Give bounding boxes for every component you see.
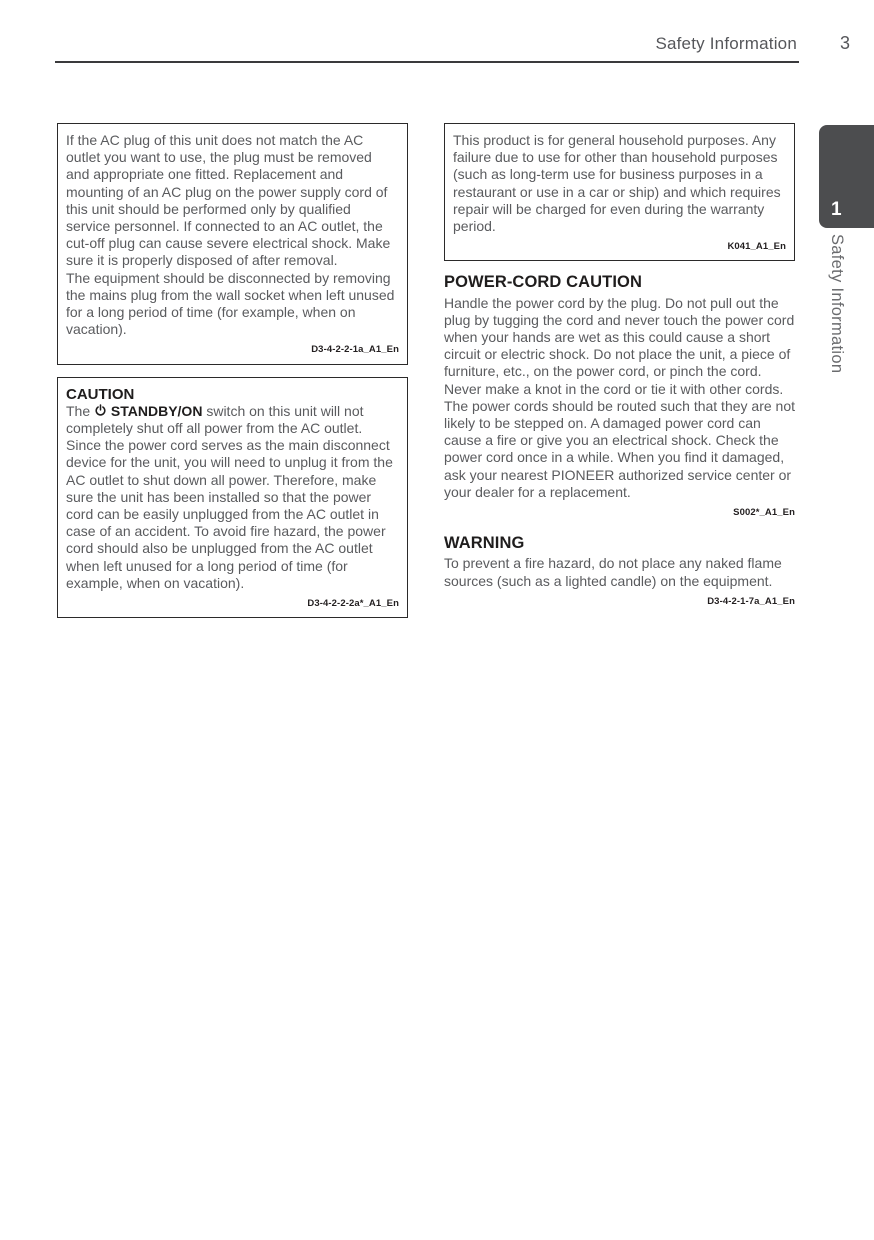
warning-paragraph: To prevent a fire hazard, do not place any naked flame sources (such as a lighted candle) on the equipment. [444,555,782,589]
chapter-number: 1 [831,199,842,220]
household-notice-box [444,123,795,261]
page-header-title: Safety Information [655,34,797,53]
caution-title: CAUTION [66,385,135,403]
header-divider [55,61,799,63]
caution-paragraph [66,403,399,592]
ac-plug-paragraph-1: If the AC plug of this unit does not match the AC outlet you want to use, the plug must be removed and appropriate one fitted. Replacement and mounting of an AC plug on the power supply cord of this unit should be performed only by qualified service personnel. If connected to an AC outlet, the cut-off plug can cause severe electrical shock. Make sure it is properly disposed of after removal. [66,132,391,269]
caution-notice-box [57,377,408,619]
chapter-vertical-label: Safety Information [828,234,846,374]
power-cord-paragraph: Handle the power cord by the plug. Do not pull out the plug by tugging the cord and never touch the power cord when your hands are wet as this could cause a short circuit or electric shock. Do not place the unit, a piece of furniture, etc., on the power cord, or pinch the cord. Never make a knot in the cord or tie it with other cords. The power cords should be routed such that they are not likely to be stepped on. A damaged power cord can cause a fire or give you an electrical shock. Check the power cord once in a while. When you find it damaged, ask your nearest PIONEER authorized service center or your dealer for a replacement. [444,294,795,500]
right-column [444,123,795,610]
caution-lead: The [66,402,91,419]
household-paragraph: This product is for general household purposes. Any failure due to use for other than household purposes (such as long-term use for business purposes in a restaurant or use in a car or ship) and which requires repair will be charged for even during the warranty period. [453,132,781,235]
doc-code: D3-4-2-2-2a*_A1_En [307,598,399,610]
power-standby-icon [94,404,107,417]
chapter-tab [819,125,874,228]
doc-code: S002*_A1_En [733,507,795,519]
doc-code: D3-4-2-2-1a_A1_En [311,344,399,356]
doc-code: D3-4-2-1-7a_A1_En [707,595,795,607]
page-number: 3 [839,33,850,53]
warning-heading: WARNING [444,534,525,553]
ac-plug-notice-box [57,123,408,365]
left-column [57,123,408,618]
power-cord-caution-heading: POWER-CORD CAUTION [444,273,642,292]
ac-plug-paragraph-2: The equipment should be disconnected by removing the mains plug from the wall socket when left unused for a long period of time (for example, when on vacation). [66,269,395,338]
doc-code: K041_A1_En [727,241,786,253]
caution-body: switch on this unit will not completely shut off all power from the AC outlet. Since the power cord serves as the main disconnect device for the unit, you will need to unplug it from the AC outlet to shut down all power. Therefore, make sure the unit has been installed so that the power cord can be easily unplugged from the AC outlet in case of an accident. To avoid fire hazard, the power cord should also be unplugged from the AC outlet when left unused for a long period of time (for example, when on vacation). [66,402,393,591]
standby-on-term: STANDBY/ON [110,402,203,419]
